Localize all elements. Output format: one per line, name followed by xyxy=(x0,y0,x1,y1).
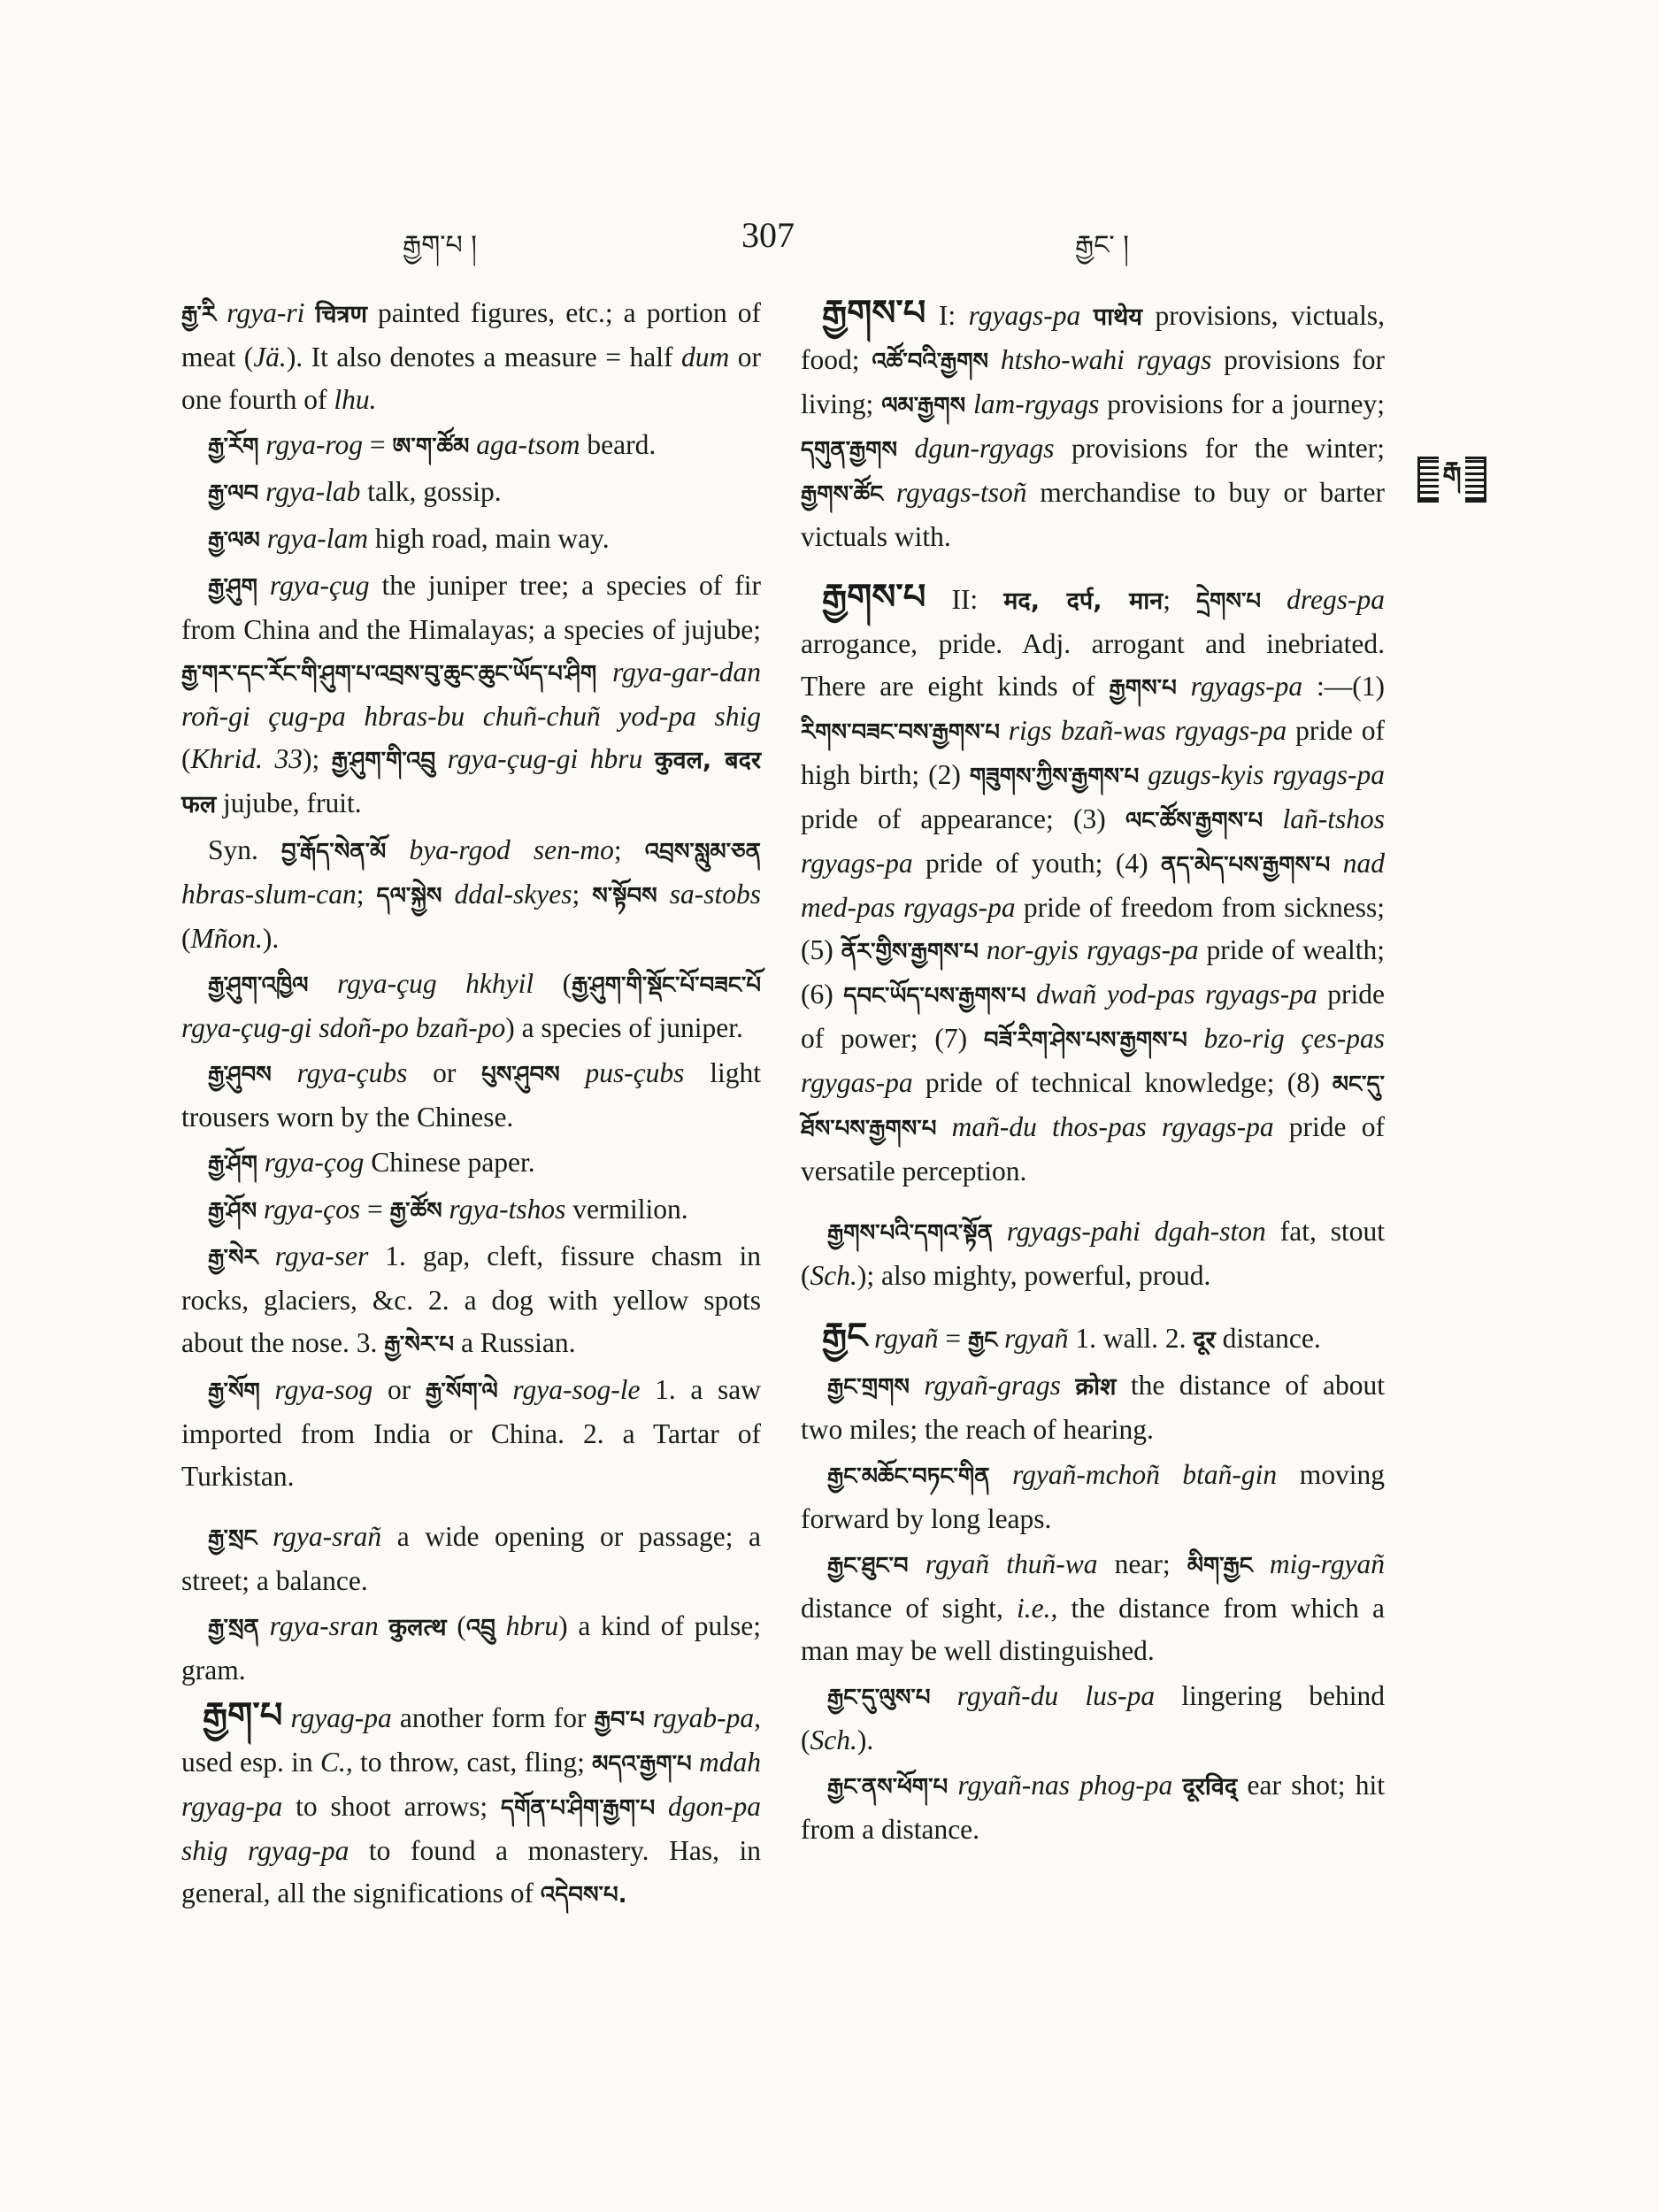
transliteration: rgyags-tsoñ xyxy=(883,477,1027,508)
gloss-text: 1. a saw imported from India or China. 2. a Tartar of Turkistan. xyxy=(181,1374,761,1492)
transliteration: rgyañ-grags xyxy=(909,1370,1076,1401)
tibetan-text: མིག་རྒྱང xyxy=(1187,1553,1253,1579)
running-header xyxy=(0,214,1659,261)
tibetan-text: རྒྱགས་པའི་དགའ་སྟོན xyxy=(827,1220,993,1247)
transliteration: pus-çubs xyxy=(559,1057,685,1088)
dictionary-entry xyxy=(801,1315,1385,1362)
dictionary-entry xyxy=(181,1694,761,1916)
sanskrit-text: दूर xyxy=(1193,1326,1216,1354)
transliteration: hbras-slum-can xyxy=(181,879,357,910)
tibetan-text: རྒྱགས་ཚོང xyxy=(801,481,884,508)
gloss-text: II: xyxy=(926,584,1004,615)
gloss-text: a Russian. xyxy=(454,1327,576,1358)
tibetan-text: རྒྱ་ཤུག་གི་སྡོང་པོ་བཟང་པོ xyxy=(572,972,761,999)
gloss-text: pride of freedom from sickness; (5) xyxy=(801,892,1385,965)
transliteration: Khrid. 33 xyxy=(190,743,303,774)
tibetan-text: འདེབས་པ. xyxy=(540,1882,627,1909)
tibetan-headword: རྒྱང xyxy=(822,1316,868,1356)
gloss-text: high road, main way. xyxy=(368,523,610,554)
tibetan-text: རིགས་བཟང་བས་རྒྱགས་པ xyxy=(801,719,1000,746)
transliteration: gzugs-kyis rgyags-pa xyxy=(1139,759,1385,790)
gloss-text: or one fourth of xyxy=(181,342,761,415)
tibetan-text: རྒྱ་གར་དང་རོང་གི་ཤུག་པ་འབྲས་བུ་ཆུང་ཆུང་ཡོད་པ་ཤིག xyxy=(181,661,597,687)
gloss-text: the juniper tree; a species of fir from China and the Himalayas; a species of jujube; xyxy=(181,570,762,645)
transliteration: rgya-çog xyxy=(257,1147,365,1178)
transliteration: rgyañ xyxy=(997,1323,1069,1354)
tibetan-text: རྒྱ་ཤུག xyxy=(208,574,257,601)
gloss-text: = xyxy=(938,1323,968,1354)
transliteration: mañ-du thos-pas rgyags-pa xyxy=(936,1111,1274,1142)
transliteration: rgyags-pahi dgah-ston xyxy=(992,1216,1266,1247)
transliteration: Sch. xyxy=(810,1724,857,1755)
sanskrit-text: पाथेय xyxy=(1093,303,1142,331)
gloss-text: provisions for living; xyxy=(801,344,1386,419)
transliteration: lañ-tshos rgyags-pa xyxy=(801,803,1385,879)
tibetan-text: ནད་མེད་པས་རྒྱགས་པ xyxy=(1161,852,1331,879)
gloss-text: provisions, victuals, food; xyxy=(801,300,1385,375)
gloss-text: :—(1) xyxy=(1302,671,1385,702)
tibetan-text: དགུན་རྒྱགས xyxy=(801,437,898,464)
gloss-text: ( xyxy=(181,923,191,954)
tibetan-headword: རྒྱག་པ xyxy=(203,1695,283,1736)
tibetan-text: དགོན་པ་ཤིག་རྒྱག་པ xyxy=(501,1795,656,1822)
tibetan-text: རྒྱང་ཐུང་བ xyxy=(827,1553,909,1579)
gloss-text: painted figures, etc.; a portion of meat ( xyxy=(181,297,761,373)
dictionary-entry xyxy=(181,518,761,562)
transliteration: rgyags-pa xyxy=(1176,671,1303,702)
transliteration: htsho-wahi rgyags xyxy=(988,344,1212,375)
transliteration: hbru xyxy=(495,1610,559,1641)
gloss-text: provisions for a journey; xyxy=(1099,388,1385,419)
tibetan-text: རྒྱ་ཤུག་གི་འབྲུ xyxy=(331,748,436,774)
tibetan-text: པུས་ཤུབས xyxy=(481,1062,560,1088)
transliteration: rgya-tshos xyxy=(442,1194,566,1225)
transliteration: rgya-çug-gi sdoñ-po bzañ-po xyxy=(181,1012,506,1043)
transliteration: rgya-ços xyxy=(257,1194,361,1225)
transliteration: rgyags-pa xyxy=(968,300,1094,331)
transliteration: rigs bzañ-was rgyags-pa xyxy=(999,715,1287,746)
gloss-text: distance. xyxy=(1215,1323,1321,1354)
tibetan-text: རྒྱ་ལམ xyxy=(208,527,260,554)
gloss-text: the distance of about two miles; the reach of hearing. xyxy=(801,1370,1385,1445)
dictionary-entry xyxy=(181,1141,761,1186)
dictionary-entry xyxy=(181,471,761,515)
tibetan-text: རྒྱང་དུ་ལུས་པ xyxy=(827,1685,931,1711)
left-column xyxy=(181,292,761,1919)
gloss-text: ); also mighty, powerful, proud. xyxy=(856,1260,1211,1291)
transliteration: rgyañ-nas phog-pa xyxy=(948,1770,1183,1801)
gloss-text: vermilion. xyxy=(565,1194,688,1225)
transliteration: bzo-rig çes-pas rgygas-pa xyxy=(801,1023,1385,1098)
gloss-text: pride of technical knowledge; (8) xyxy=(912,1067,1333,1098)
tibetan-text: རྒྱང xyxy=(967,1327,998,1354)
dictionary-entry xyxy=(181,1188,761,1233)
transliteration: rgya-lam xyxy=(259,523,368,554)
gloss-text: ( xyxy=(534,968,572,999)
tibetan-text: རྒྱང་གྲགས xyxy=(827,1374,910,1401)
dictionary-entry xyxy=(181,565,761,826)
transliteration: aga-tsom xyxy=(469,429,580,460)
tibetan-text: རྒྱ་སྲན xyxy=(208,1615,259,1641)
gloss-text: Chinese paper. xyxy=(364,1147,535,1178)
gloss-text: ) a species of juniper. xyxy=(505,1012,743,1043)
transliteration: rgya-lab xyxy=(258,476,361,507)
transliteration: dregs-pa xyxy=(1261,584,1385,615)
tibetan-text: ནོར་གྱིས་རྒྱགས་པ xyxy=(841,939,979,965)
dictionary-entry xyxy=(181,1516,761,1602)
gloss-text: ear shot; hit from a distance. xyxy=(801,1770,1386,1845)
dictionary-entry xyxy=(181,829,761,960)
transliteration: rgya-sog xyxy=(259,1374,373,1405)
transliteration: rgya-ri xyxy=(216,297,316,328)
gloss-text: distance of sight, xyxy=(801,1593,1018,1624)
transliteration: rgya-srañ xyxy=(257,1521,382,1552)
gloss-text: = xyxy=(360,1194,390,1225)
dictionary-entry xyxy=(801,1210,1385,1297)
gloss-text: talk, gossip. xyxy=(360,476,502,507)
transliteration: lam-rgyags xyxy=(965,388,1100,419)
tibetan-text: རྒྱ་ཤོས xyxy=(208,1198,257,1225)
gloss-text: or xyxy=(373,1374,426,1405)
transliteration: dwañ yod-pas rgyags-pa xyxy=(1025,979,1317,1010)
page-number: 307 xyxy=(741,215,795,255)
gloss-text: ; xyxy=(572,879,593,910)
transliteration: dgun-rgyags xyxy=(897,433,1055,464)
tibetan-text: རྒྱབ་པ xyxy=(594,1707,645,1733)
tibetan-headword: རྒྱགས་པ xyxy=(822,293,926,334)
thumb-index-letter: རྒ xyxy=(1439,442,1464,517)
tibetan-text: རྒྱགས་པ xyxy=(1109,675,1177,702)
transliteration: rgya-rog xyxy=(258,429,364,460)
transliteration: bya-rgod sen-mo xyxy=(386,834,614,865)
gloss-text: pride of appearance; (3) xyxy=(801,803,1125,834)
transliteration: dum xyxy=(681,342,730,373)
transliteration: sa-stobs xyxy=(657,879,761,910)
left-running-headword: རྒྱག་པ ། xyxy=(403,230,477,261)
transliteration: nad med-pas rgyags-pa xyxy=(801,848,1385,923)
gloss-text: pride of youth; (4) xyxy=(912,848,1161,879)
dictionary-entry xyxy=(801,1764,1385,1851)
tibetan-text: ལམ་རྒྱགས xyxy=(881,393,966,419)
gloss-text: used esp. in xyxy=(181,1747,320,1778)
transliteration: Jä. xyxy=(253,342,287,373)
transliteration: rgyañ thuñ-wa xyxy=(908,1548,1098,1579)
tibetan-text: རྒྱ་སེར xyxy=(208,1245,258,1271)
gloss-text: ; xyxy=(613,834,645,865)
transliteration: lhu. xyxy=(334,384,377,415)
tibetan-text: མདའ་རྒྱག་པ xyxy=(592,1751,692,1778)
transliteration: nor-gyis rgyags-pa xyxy=(978,934,1199,965)
tibetan-text: དལ་སྐྱེས xyxy=(376,883,442,910)
gloss-text: lingering behind ( xyxy=(801,1680,1385,1755)
tibetan-text: རྒྱ་ཚོས xyxy=(389,1198,442,1225)
gloss-text: a wide opening or passage; a street; a balance. xyxy=(181,1521,762,1596)
tibetan-text: རྒྱ་ཤུབས xyxy=(208,1062,272,1088)
transliteration: rgya-çug-gi hbru xyxy=(435,743,655,774)
sanskrit-text: कुवल, बदर फल xyxy=(181,747,762,818)
dictionary-entry xyxy=(801,1364,1385,1451)
gloss-text: pride of high birth; (2) xyxy=(801,715,1385,790)
gloss-text: I: xyxy=(926,300,969,331)
transliteration: rgyañ-mchoñ btañ-gin xyxy=(989,1459,1278,1490)
gloss-text: ; xyxy=(1163,584,1197,615)
transliteration: mdah rgyag-pa xyxy=(181,1747,762,1822)
transliteration: rgya-sog-le xyxy=(497,1374,641,1405)
gloss-text: fat, stout ( xyxy=(801,1216,1385,1291)
transliteration: C., xyxy=(319,1747,353,1778)
gloss-text: beard. xyxy=(580,429,657,460)
gloss-text: ) a kind of pulse; gram. xyxy=(181,1610,761,1686)
sanskrit-text: क्रोश xyxy=(1075,1373,1117,1401)
tibetan-text: རྒྱང་ནས་ཕོག་པ xyxy=(827,1774,949,1801)
gloss-text: = xyxy=(363,429,393,460)
gloss-text: to found a monastery. Has, in general, all the significations of xyxy=(181,1835,761,1909)
gloss-text: the distance from which a man may be well distinguished. xyxy=(801,1593,1385,1666)
transliteration: rgyañ xyxy=(867,1323,939,1354)
transliteration: rgya-çubs xyxy=(271,1057,408,1088)
gloss-text: to throw, cast, fling; xyxy=(352,1747,593,1778)
thumb-index-tab xyxy=(1417,457,1486,503)
tibetan-text: རྒྱ་རོག xyxy=(208,434,259,460)
sanskrit-text: दूरविद् xyxy=(1182,1773,1238,1801)
gloss-text: or xyxy=(407,1057,482,1088)
transliteration: rgya-sran xyxy=(258,1610,389,1641)
transliteration: rgyab-pa, xyxy=(644,1702,762,1733)
gloss-text: moving forward by long leaps. xyxy=(801,1459,1385,1534)
tibetan-text: རྒྱ་ལབ xyxy=(208,480,259,507)
gloss-text: jujube, fruit. xyxy=(216,787,362,818)
tibetan-text: འཚོ་བའི་རྒྱགས xyxy=(872,349,989,375)
gloss-text: ( xyxy=(446,1610,466,1641)
right-running-headword: རྒྱང་ ། xyxy=(1075,230,1129,261)
tibetan-text: རྒྱ་རི xyxy=(181,302,217,328)
gloss-text: ). xyxy=(856,1724,874,1755)
gloss-text: ); xyxy=(302,743,332,774)
transliteration: rgya-gar-dan roñ-gi çug-pa hbras-bu chuñ-chuñ yod-pa shig xyxy=(181,657,761,732)
sanskrit-text: चित्रण xyxy=(315,301,367,328)
sanskrit-text: कुलत्थ xyxy=(388,1614,447,1641)
dictionary-entry xyxy=(801,1675,1385,1762)
gloss-text: pride of wealth; (6) xyxy=(801,934,1385,1010)
tibetan-text: འབྲུ xyxy=(465,1615,495,1641)
gloss-text: merchandise to buy or barter victuals with. xyxy=(801,477,1385,552)
tibetan-text: ཨ་ག་ཚོམ xyxy=(392,434,470,460)
transliteration: rgya-çug xyxy=(257,570,370,601)
tibetan-text: རྒྱ་སོག་ལེ xyxy=(425,1379,498,1405)
gloss-text: ). xyxy=(262,923,280,954)
tibetan-text: ལང་ཚོས་རྒྱགས་པ xyxy=(1125,808,1263,834)
dictionary-entry xyxy=(181,1605,761,1692)
gloss-text: Syn. xyxy=(208,834,282,865)
right-column xyxy=(801,292,1385,1854)
transliteration: mig-rgyañ xyxy=(1252,1548,1385,1579)
tibetan-text: བྱ་རྒོད་སེན་མོ xyxy=(281,839,387,865)
gloss-text: pride of power; (7) xyxy=(801,979,1385,1054)
gloss-text: 1. wall. 2. xyxy=(1068,1323,1194,1354)
dictionary-entry xyxy=(801,292,1385,558)
gloss-text: provisions for the winter; xyxy=(1054,433,1385,464)
sanskrit-text: मद, दर्प, मान xyxy=(1003,588,1164,615)
dictionary-entry xyxy=(181,1052,761,1139)
tibetan-text: རྒྱ་ཤུག་འཁྱིལ xyxy=(208,972,309,999)
dictionary-entry xyxy=(181,1235,761,1366)
gloss-text: ). It also denotes a measure = half xyxy=(286,342,681,373)
transliteration: rgya-ser xyxy=(257,1240,369,1271)
transliteration: Sch. xyxy=(810,1260,857,1291)
dictionary-entry xyxy=(181,292,761,421)
transliteration: dgon-pa shig rgyag-pa xyxy=(181,1791,761,1866)
gloss-text: ( xyxy=(181,743,191,774)
transliteration: rgyañ-du lus-pa xyxy=(930,1680,1156,1711)
tibetan-text: རྒྱ་ཤོག xyxy=(208,1151,257,1178)
tibetan-text: མང་དུ་ཐོས་པས་རྒྱགས་པ xyxy=(801,1071,1385,1142)
gloss-text: pride of versatile perception. xyxy=(801,1111,1385,1187)
dictionary-entry xyxy=(181,963,761,1049)
tibetan-text: དབང་ཡོད་པས་རྒྱགས་པ xyxy=(843,983,1026,1010)
dictionary-entry xyxy=(801,576,1385,1193)
transliteration: Mñon. xyxy=(190,923,263,954)
transliteration: i.e., xyxy=(1017,1593,1058,1624)
tibetan-text: རྒྱ་སོག xyxy=(208,1379,260,1405)
dictionary-entry xyxy=(181,424,761,468)
tibetan-text: གཟུགས་ཀྱིས་རྒྱགས་པ xyxy=(969,764,1140,790)
tibetan-text: རྒྱ་སྲང xyxy=(208,1525,257,1552)
tibetan-text: ས་སྟོབས xyxy=(592,883,657,910)
gloss-text: ; xyxy=(356,879,377,910)
gloss-text: to shoot arrows; xyxy=(282,1791,502,1822)
dictionary-entry xyxy=(801,1454,1385,1540)
transliteration: ddal-skyes xyxy=(442,879,572,910)
transliteration: rgyag-pa xyxy=(282,1702,392,1733)
transliteration: rgya-çug hkhyil xyxy=(308,968,534,999)
tibetan-headword: རྒྱགས་པ xyxy=(822,577,926,618)
dictionary-entry xyxy=(801,1543,1385,1672)
dictionary-entry xyxy=(181,1369,761,1498)
tibetan-text: རྒྱང་མཆོང་བཏང་གིན xyxy=(827,1463,990,1490)
gloss-text: arrogance, pride. Adj. arrogant and inebriated. There are eight kinds of xyxy=(801,628,1385,702)
gloss-text: near; xyxy=(1097,1548,1187,1579)
tibetan-text: བཟོ་རིག་ཤེས་པས་རྒྱགས་པ xyxy=(983,1027,1187,1054)
tibetan-text: དྲེགས་པ xyxy=(1196,588,1262,615)
tibetan-text: རྒྱ་སེར་པ xyxy=(384,1332,455,1358)
gloss-text: another form for xyxy=(391,1702,595,1733)
tibetan-text: འབྲས་སླུམ་ཅན xyxy=(644,839,761,865)
gloss-text: light trousers worn by the Chinese. xyxy=(181,1057,761,1133)
gloss-text: 1. gap, cleft, fissure chasm in rocks, glaciers, &c. 2. a dog with yellow spots about the nose. 3. xyxy=(181,1240,762,1358)
